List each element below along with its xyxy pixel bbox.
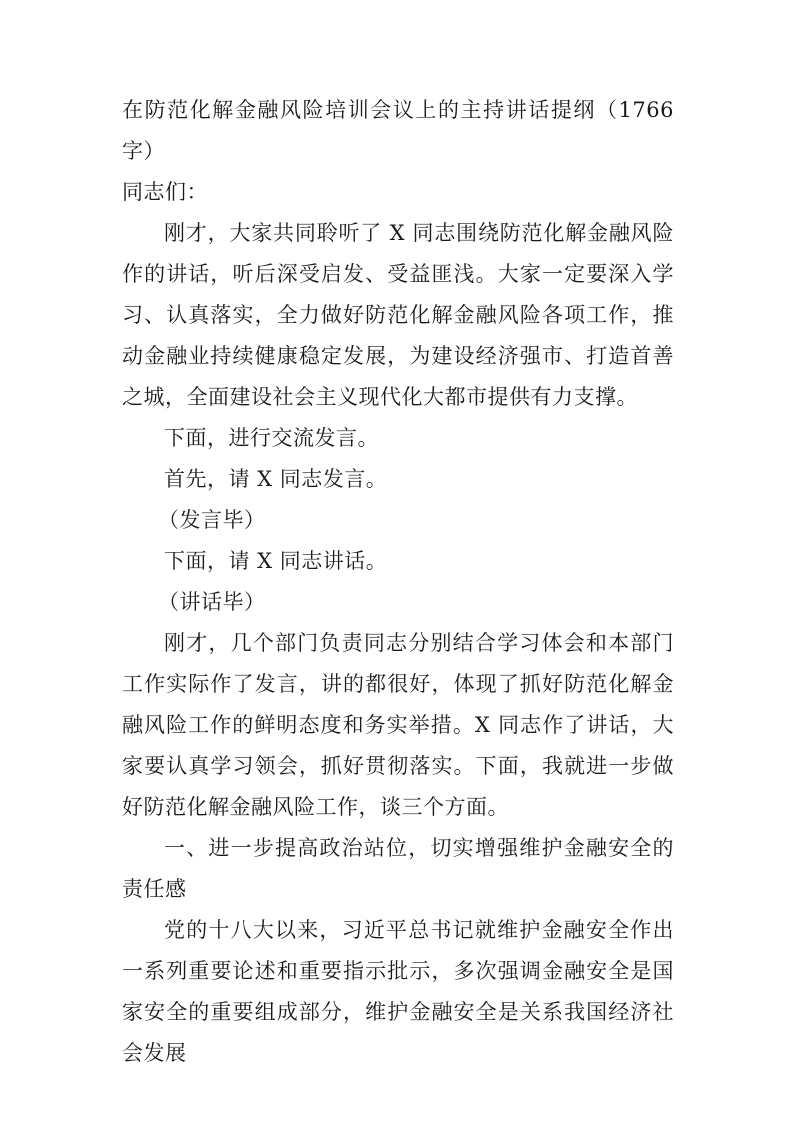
paragraph-summary: 刚才，几个部门负责同志分别结合学习体会和本部门工作实际作了发言，讲的都很好，体现了抓好防范化解金融风险工作的鲜明态度和务实举措。X 同志作了讲话，大家要认真学习领会，抓好贯彻落实。下面，我就进一步做好防范化解金融风险工作，谈三个方面。: [122, 631, 674, 819]
section-heading-one: 一、进一步提高政治站位，切实增强维护金融安全的责任感: [122, 836, 674, 901]
paragraph-section-one-body: 党的十八大以来，习近平总书记就维护金融安全作出一系列重要论述和重要指示批示，多次强调金融安全是国家安全的重要组成部分，维护金融安全是关系我国经济社会发展: [122, 918, 674, 1065]
paragraph-first-speaker: 首先，请 X 同志发言。: [164, 467, 388, 491]
document-title: 在防范化解金融风险培训会议上的主持讲话提纲（1766 字）: [122, 98, 674, 163]
paragraph-speech-end-note: （发言毕）: [158, 508, 266, 532]
paragraph-exchange-intro: 下面，进行交流发言。: [164, 426, 379, 450]
paragraph-opening-remarks: 刚才，大家共同聆听了 X 同志围绕防范化解金融风险作的讲话，听后深受启发、受益匪浅。大家一定要深入学习、认真落实，全力做好防范化解金融风险各项工作，推动金融业持续健康稳定发展，为建设经济强市、打造首善之城，全面建设社会主义现代化大都市提供有力支撑。: [122, 221, 674, 409]
paragraph-next-speaker: 下面，请 X 同志讲话。: [164, 549, 388, 573]
salutation: 同志们：: [122, 180, 208, 204]
document-body: [122, 90, 674, 1074]
paragraph-talk-end-note: （讲话毕）: [158, 590, 266, 614]
